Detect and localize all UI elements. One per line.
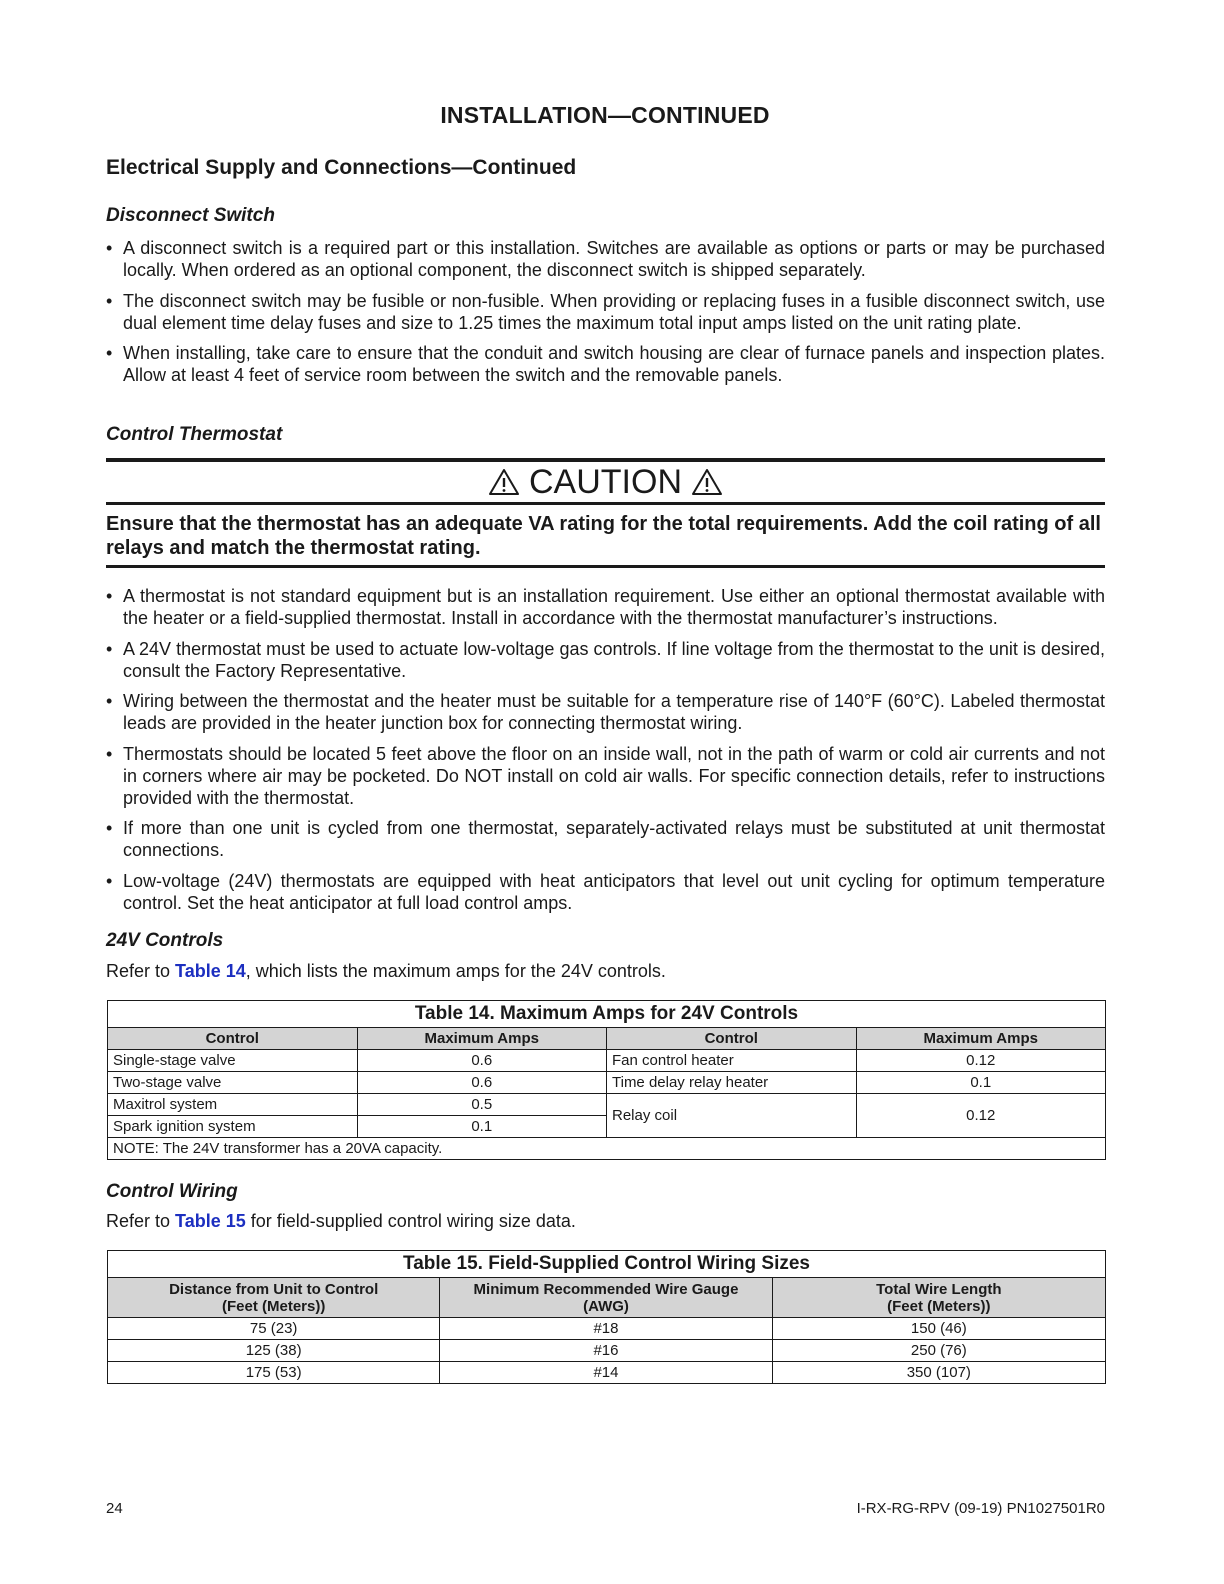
table-cell: 0.12 — [856, 1050, 1106, 1072]
warning-triangle-icon — [488, 468, 520, 496]
table-cell: Maxitrol system — [108, 1094, 358, 1116]
table-cell: #14 — [440, 1362, 772, 1384]
table-cell: 175 (53) — [108, 1362, 440, 1384]
paragraph-text: for field-supplied control wiring size data. — [245, 1211, 576, 1231]
page-heading: INSTALLATION—CONTINUED — [440, 102, 770, 128]
table-cell: #18 — [440, 1318, 772, 1340]
column-header — [108, 1278, 440, 1318]
column-header: Maximum Amps — [357, 1028, 607, 1050]
list-item: • If more than one unit is cycled from one thermostat, separately-activated relays must be substituted at unit thermostat connections. — [106, 817, 1105, 861]
table-cell: 150 (46) — [772, 1318, 1105, 1340]
column-header-line: Minimum Recommended Wire Gauge — [473, 1280, 739, 1298]
table-14-note: NOTE: The 24V transformer has a 20VA capacity. — [108, 1138, 1106, 1160]
column-header: Control — [607, 1028, 857, 1050]
list-item: • The disconnect switch may be fusible or non-fusible. When providing or replacing fuses in a fusible disconnect switch, use dual element time delay fuses and size to 1.25 times the maximum total input amps listed on the unit rating plate. — [106, 290, 1105, 334]
table-15 — [107, 1250, 1106, 1384]
table-cell: Relay coil — [607, 1094, 857, 1138]
table-row — [108, 1340, 1106, 1362]
table-cell: 0.6 — [357, 1072, 607, 1094]
table-cell: Time delay relay heater — [607, 1072, 857, 1094]
table-cell: Single-stage valve — [108, 1050, 358, 1072]
table-cell: 0.6 — [357, 1050, 607, 1072]
table-cell: Fan control heater — [607, 1050, 857, 1072]
caution-bottom-rule — [106, 565, 1105, 568]
column-header-line: (AWG) — [583, 1297, 629, 1315]
disconnect-switch-list — [106, 237, 1105, 395]
table-note-row — [108, 1138, 1106, 1160]
table-cell: 75 (23) — [108, 1318, 440, 1340]
table-row — [108, 1050, 1106, 1072]
24v-controls-heading: 24V Controls — [106, 930, 224, 951]
list-item: • Low-voltage (24V) thermostats are equipped with heat anticipators that level out unit cycling for optimum temperature control. Set the heat anticipator at full load control amps. — [106, 870, 1105, 914]
table-row — [108, 1072, 1106, 1094]
table-cell: Spark ignition system — [108, 1116, 358, 1138]
page-number: 24 — [106, 1500, 123, 1517]
table-cell: 125 (38) — [108, 1340, 440, 1362]
list-item: • When installing, take care to ensure that the conduit and switch housing are clear of furnace panels and inspection plates. Allow at least 4 feet of service room between the switch and the removable panels. — [106, 342, 1105, 386]
list-item: • Thermostats should be located 5 feet above the floor on an inside wall, not in the path of warm or cold air currents and not in corners where air may be pocketed. Do NOT install on cold air walls. For specific connection details, refer to instructions provided with the thermostat. — [106, 743, 1105, 809]
column-header-line: Total Wire Length — [876, 1280, 1002, 1298]
warning-triangle-icon — [691, 468, 723, 496]
caution-label: CAUTION — [529, 463, 682, 501]
column-header — [772, 1278, 1105, 1318]
table-15-link[interactable]: Table 15 — [175, 1211, 246, 1231]
table-cell: 0.1 — [856, 1072, 1106, 1094]
list-item: • Wiring between the thermostat and the heater must be suitable for a temperature rise of 140°F (60°C). Labeled thermostat leads are provided in the heater junction box for connecting thermostat wiring. — [106, 690, 1105, 734]
list-item: • A disconnect switch is a required part or this installation. Switches are available as options or parts or may be purchased locally. When ordered as an optional component, the disconnect switch is shipped separately. — [106, 237, 1105, 281]
list-item: • A thermostat is not standard equipment but is an installation requirement. Use either an optional thermostat available with the heater or a field-supplied thermostat. Install in accordance with the thermostat manufacturer’s instructions. — [106, 585, 1105, 629]
table-row — [108, 1318, 1106, 1340]
caution-title — [106, 462, 1105, 502]
table-14-link[interactable]: Table 14 — [175, 961, 246, 981]
table-cell: 350 (107) — [772, 1362, 1105, 1384]
column-header-line: (Feet (Meters)) — [887, 1297, 991, 1315]
table-cell: #16 — [440, 1340, 772, 1362]
column-header-line: Distance from Unit to Control — [169, 1280, 379, 1298]
paragraph-text: Refer to — [106, 961, 176, 981]
table-14 — [107, 1000, 1106, 1160]
table-15-caption: Table 15. Field-Supplied Control Wiring Sizes — [108, 1251, 1106, 1278]
list-item: • A 24V thermostat must be used to actuate low-voltage gas controls. If line voltage from the thermostat to the unit is desired, consult the Factory Representative. — [106, 638, 1105, 682]
caution-middle-rule — [106, 502, 1105, 505]
paragraph-text: Refer to — [106, 1211, 176, 1231]
table-row — [108, 1094, 1106, 1116]
control-thermostat-heading: Control Thermostat — [106, 424, 283, 445]
caution-text: Ensure that the thermostat has an adequate VA rating for the total requirements. Add the coil rating of all relays and match the thermostat rating. — [106, 513, 1101, 559]
column-header-line: (Feet (Meters)) — [221, 1297, 326, 1315]
table-cell: 0.12 — [856, 1094, 1106, 1138]
thermostat-list — [106, 585, 1105, 922]
table-cell: 0.5 — [357, 1094, 607, 1116]
table-cell: Two-stage valve — [108, 1072, 358, 1094]
table-row — [108, 1362, 1106, 1384]
control-wiring-heading: Control Wiring — [106, 1181, 238, 1202]
table-cell: 250 (76) — [772, 1340, 1105, 1362]
table-cell: 0.1 — [357, 1116, 607, 1138]
disconnect-switch-heading: Disconnect Switch — [106, 205, 275, 226]
section-title: Electrical Supply and Connections—Continued — [106, 156, 577, 179]
paragraph-text: , which lists the maximum amps for the 24V controls. — [245, 961, 666, 981]
column-header — [440, 1278, 772, 1318]
table-14-caption: Table 14. Maximum Amps for 24V Controls — [108, 1001, 1106, 1028]
column-header: Maximum Amps — [856, 1028, 1106, 1050]
24v-controls-paragraph — [106, 961, 666, 982]
document-id: I-RX-RG-RPV (09-19) PN1027501R0 — [856, 1500, 1105, 1517]
column-header: Control — [108, 1028, 358, 1050]
control-wiring-paragraph — [106, 1211, 576, 1232]
